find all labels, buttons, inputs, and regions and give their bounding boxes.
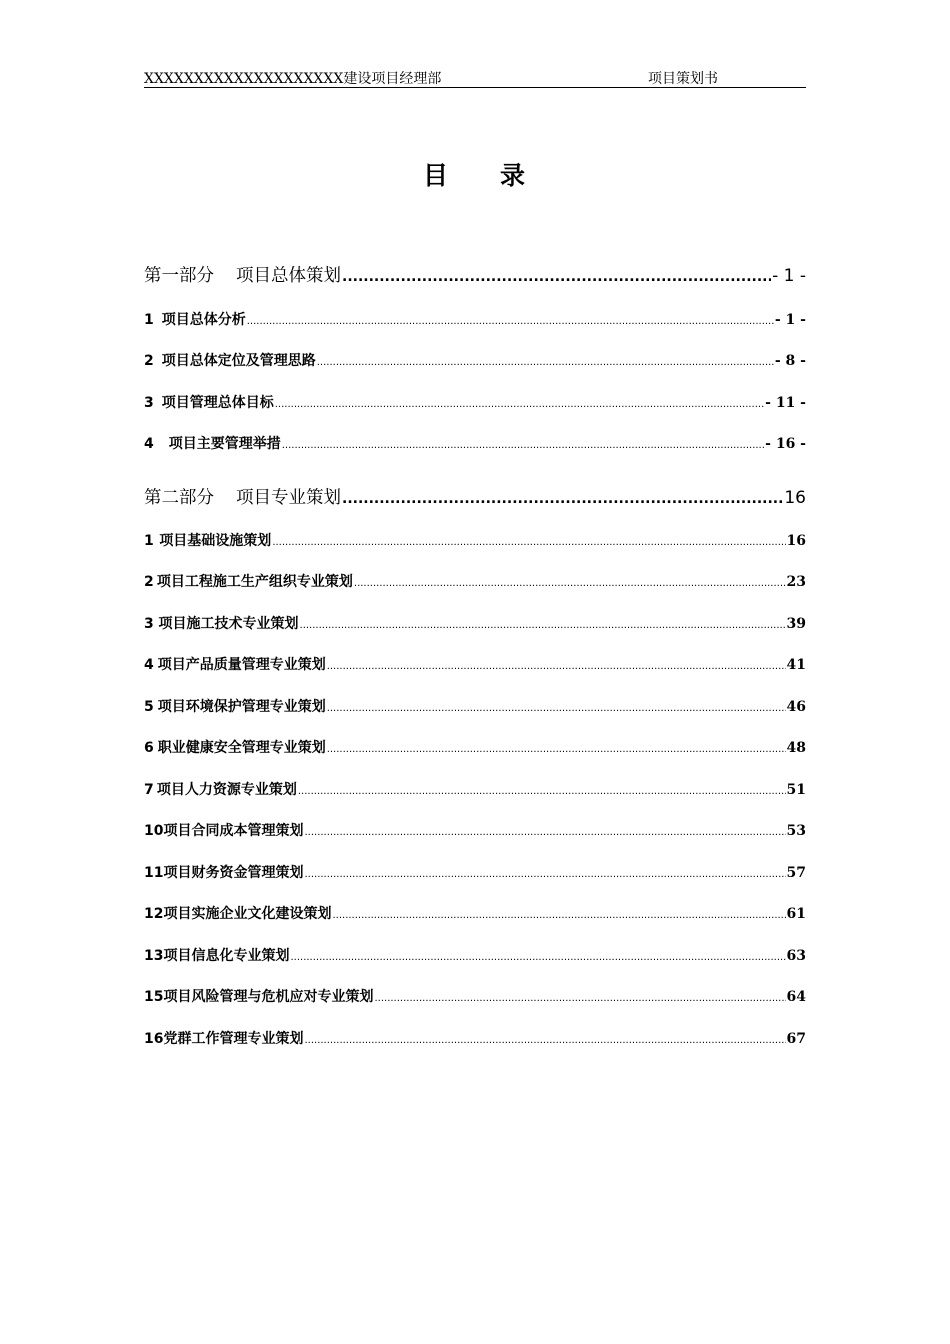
toc-page-number: 41 [786,657,806,673]
toc-entry-number: 3 [144,395,154,411]
toc-leader-dots [275,399,764,410]
toc-part-2[interactable] [144,484,806,509]
toc-page-number: - 16 - [765,436,806,452]
toc-entry[interactable] [144,654,806,674]
toc-entry-label: 项目施工技术专业策划 [158,616,299,632]
toc-entry-label: 项目实施企业文化建设策划 [163,906,332,922]
toc-leader-dots [298,786,786,797]
toc-entry-label: 项目合同成本管理策划 [163,823,304,839]
toc-entry-number: 2 [144,353,154,369]
toc-entry-number: 7 [144,782,154,798]
toc-page-number: 51 [786,782,806,798]
toc-leader-dots [304,1035,785,1046]
toc-leader-dots [327,661,786,672]
toc-entry[interactable] [144,862,806,882]
toc-entry[interactable] [144,613,806,633]
toc-leader-dots [300,620,786,631]
toc-leader-dots [374,993,785,1004]
toc-leader-dots [272,537,785,548]
toc-leader-dots [282,440,764,451]
toc-leader-dots [247,316,774,327]
toc-entry[interactable] [144,571,806,591]
header-doc-title: 项目策划书 [648,71,718,87]
toc-part-1[interactable] [144,262,806,287]
toc-entry[interactable] [144,392,806,412]
toc-entry-number: 4 [144,657,154,673]
toc-entry-number: 5 [144,699,154,715]
toc-entry-label: 党群工作管理专业策划 [163,1031,304,1047]
toc-title-char-1: 目 [422,161,450,190]
toc-entry[interactable] [144,696,806,716]
toc-leader-dots [290,952,785,963]
toc-entry-label: 项目工程施工生产组织专业策划 [156,574,353,590]
toc-entry[interactable] [144,737,806,757]
toc-entry-number: 10 [144,823,164,839]
toc-entry-number: 3 [144,616,154,632]
toc-entry[interactable] [144,1028,806,1048]
toc-entry-number: 11 [144,865,164,881]
toc-page-number: - 11 - [765,395,806,411]
toc-entry[interactable] [144,779,806,799]
toc-page-number: 16 [784,488,806,508]
toc-leader-dots [327,703,786,714]
toc-entry-number: 16 [144,1031,164,1047]
toc-entry-label: 项目信息化专业策划 [163,948,290,964]
toc-entry-number: 2 [144,574,154,590]
toc-entry-label: 项目环境保护管理专业策划 [157,699,326,715]
toc-entry[interactable] [144,350,806,370]
toc-page-number: 61 [786,906,806,922]
toc-leader-dots [327,744,786,755]
toc-page-number: 64 [786,989,806,1005]
toc-entry[interactable] [144,433,806,453]
toc-entry-label: 项目基础设施策划 [159,533,272,549]
toc-page-number: 16 [786,533,806,549]
toc-entry[interactable] [144,530,806,550]
toc-leader-dots [304,869,785,880]
toc-entry-label: 项目人力资源专业策划 [156,782,297,798]
toc-entry[interactable] [144,986,806,1006]
toc-leader-dots [354,578,786,589]
toc-entry[interactable] [144,309,806,329]
toc-part-number: 第二部分 [144,488,214,508]
toc-page-number: 46 [786,699,806,715]
toc-page-number: - 1 - [774,312,806,328]
toc-page-number: 48 [786,740,806,756]
toc-page-number: - 8 - [774,353,806,369]
toc-leader-dots [342,491,783,507]
toc-part-label: 项目专业策划 [236,488,341,508]
toc-page-number: 53 [786,823,806,839]
toc-entry-number: 15 [144,989,164,1005]
toc-entry-label: 职业健康安全管理专业策划 [157,740,326,756]
toc-part-number: 第一部分 [144,266,214,286]
toc-page-number: 63 [786,948,806,964]
toc-entry-number: 4 [144,436,154,452]
toc-entry-number: 13 [144,948,164,964]
toc-page-number: - 1 - [772,266,806,286]
toc-title-char-2: 录 [500,161,528,190]
toc-entry[interactable] [144,820,806,840]
toc-entry-number: 1 [144,312,154,328]
toc-entry-label: 项目管理总体目标 [161,395,274,411]
toc-leader-dots [332,910,785,921]
toc-entry-label: 项目风险管理与危机应对专业策划 [163,989,374,1005]
toc-entry-label: 项目总体定位及管理思路 [161,353,316,369]
header-org-name: XXXXXXXXXXXXXXXXXXXX建设项目经理部 [144,71,442,87]
toc-part-label: 项目总体策划 [236,266,341,286]
toc-entry-number: 6 [144,740,154,756]
toc-entry[interactable] [144,903,806,923]
toc-leader-dots [317,357,774,368]
toc-entry-label: 项目财务资金管理策划 [163,865,304,881]
toc-entry-label: 项目主要管理举措 [168,436,281,452]
toc-page-number: 39 [786,616,806,632]
page-header [144,66,806,88]
toc-page-number: 23 [786,574,806,590]
toc-title [0,156,950,192]
toc-entry-number: 1 [144,533,154,549]
toc-page-number: 57 [786,865,806,881]
toc-entry-label: 项目总体分析 [161,312,246,328]
toc-entry-number: 12 [144,906,164,922]
toc-entry[interactable] [144,945,806,965]
toc-leader-dots [304,827,785,838]
toc-entry-label: 项目产品质量管理专业策划 [157,657,326,673]
toc-leader-dots [342,269,771,285]
toc-page-number: 67 [786,1031,806,1047]
